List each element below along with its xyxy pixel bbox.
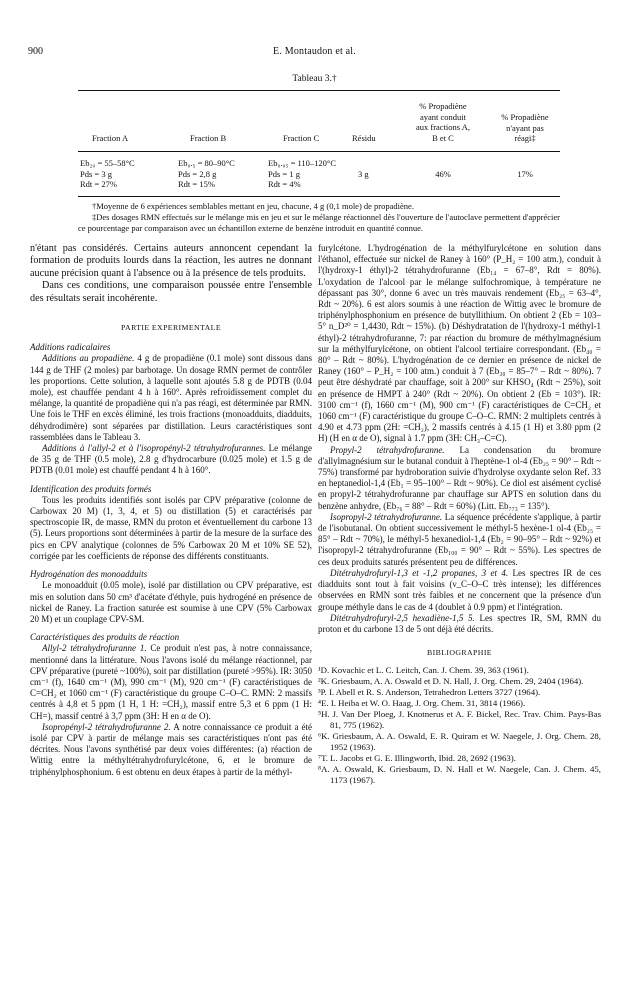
cell-residu: 3 g (358, 169, 369, 179)
paragraph-identification: Tous les produits identifiés sont isolés par CPV préparative (colonne de Carbowax 20 M) (1, 3, 4, et 5) ou distillation (5) et caractérisés par spectroscopie IR, de masse, RMN du proton et éventuellement du carbone 13 (5). Leurs proportions sont déterminées à partir de la mesure de la surface des pics en CPV analytique (colonnes de 5% Carbowax 20 M et 10% SE 52), corrigée par les coefficients de réponse des différents constituants. (30, 494, 312, 561)
col-header-fraction-a: Fraction A (92, 133, 129, 143)
table-footnote-2: ‡Des dosages RMN effectués sur le mélange mis en jeu et sur le mélange réactionnel dès l'ouverture de l'autoclave permettent d'apprécier ce pourcentage par comparaison avec un échantillon externe de benzène introduit en quantité connue. (78, 212, 560, 233)
running-head: E. Montaudon et al. (273, 46, 356, 57)
paragraph-isopropenyl-thf: Isopropényl-2 tétrahydrofuranne 2. A notre connaissance ce produit a été isolé par CPV à partir de mélange mais ses caractéristiques n'ont pas été décrites. Nous l'avons synthétisé par deux voies différentes: (a) réaction de Wittig entre la méthyltétrahydrofurylcétone, 6, et le bromure de triphénylphosphonium. 6 est obtenu en deux étapes à partir de la méthyl- (30, 721, 312, 777)
reference-item: ¹D. Kovachic et L. C. Leitch, Can. J. Chem. 39, 363 (1961). (318, 665, 529, 676)
reference-item: ⁴E. I. Heiba et W. O. Haag, J. Org. Chem. 31, 3814 (1966). (318, 698, 526, 709)
intro-paragraph: n'étant pas considérés. Certains auteurs annoncent cependant la formation de produits lourds dans la réaction, les autres ne donnant aucune précision quant à l'absence ou à la présence de tels produits. (30, 243, 312, 279)
col-header-propadiene-converted: % Propadiène ayant conduit aux fractions A, B et C (415, 101, 471, 143)
paragraph-ditetrahydrofuryl-propanes: Ditétrahydrofuryl-1,3 et -1,2 propanes, 3 et 4. Les spectres IR de ces diadduits sont tout à fait voisins (ν_C–O–C très intense); les différences observées en RMN sont très faibles et ne concernent que la présence d'un groupe méthyle dans le cas de 4 (doublet à 0.9 ppm) et l'intégration. (318, 567, 602, 612)
reference-item: ²K. Griesbaum, A. A. Oswald et D. N. Hall, J. Org. Chem. 29, 2404 (1964). (318, 676, 584, 687)
table-footnote-1: †Moyenne de 6 expériences semblables mettant en jeu, chacune, 4 g (0,1 mole) de propadiène. (92, 201, 414, 211)
paragraph-propadiene: Additions au propadiène. 4 g de propadiène (0.1 mole) sont dissous dans 144 g de THF (2 moles) par barbotage. Un dosage RMN permet de contrôler les proportions. Cette solution, à laquelle sont ajoutés 5.8 g de PDTB (0.04 mole), est chauffée pendant 4 h à 160°. Après refroidissement complet du mélange, la quantité de propadiène qui n'a pas réagi, est déterminée par RMN. Une fois le THF en excès éliminé, les trois fractions (monoadduits, diadduits, déhydrodimère) sont séparées par distillation. Leurs caractéristiques sont rassemblées dans le Tableau 3. (30, 353, 312, 442)
col-header-residu: Résidu (352, 133, 376, 143)
paragraph-allyl-thf: Allyl-2 tétrahydrofuranne 1. Ce produit n'est pas, à notre connaissance, mentionné dans la littérature. Nous l'avons isolé du mélange réactionnel, par CPV préparative (pureté ~100%), soit par distillation (pureté >95%). IR: 3050 cm⁻¹ (f), 1640 cm⁻¹ (M), 990 cm⁻¹ (M), 920 cm⁻¹ (F) caractéristiques de C=CH₂ et 1060 cm⁻¹ (F) caractéristique du groupe C–O–C. RMN: 2 massifs centrés à 4,8 et 5 ppm (1 H, 1 H: =CH₂), massif entre 5,3 et 6 ppm (1 H: CH=), massif centré à 3,7 ppm (3H: H en α de O). (30, 643, 313, 721)
subheading-characteristics: Caractéristiques des produits de réaction (30, 632, 180, 643)
subheading-identification: Identification des produits formés (30, 483, 152, 494)
cell-fraction-b: Eb₀.₅ = 80–90°C Pds = 2,8 g Rdt = 15% (178, 158, 235, 190)
reference-item: ⁶K. Griesbaum, A. A. Oswald, E. R. Quiram et W. Naegele, J. Org. Chem. 28, 1952 (1963). (318, 731, 601, 753)
subheading-radical-additions: Additions radicalaires (30, 342, 111, 353)
cell-fraction-a: Eb₂₀ = 55–58°C Pds = 3 g Rdt = 27% (80, 158, 135, 190)
reference-item: ⁵H. J. Van Der Ploeg, J. Knotnerus et A. F. Bickel, Rec. Trav. Chim. Pays-Bas 81, 775 (1962). (318, 709, 601, 731)
paragraph-furylketone: furylcétone. L'hydrogénation de la méthylfurylcétone en solution dans l'éthanol, effectuée sur nickel de Raney à 160° (P_H₂ = 100 atm.), conduit à l'(hydroxy-1 éthyl)-2 tétrahydrofuranne (Eb₁₄ = 67–8°, Rdt = 80%). L'oxydation de l'alcool par le mélange sulfochromique, à température ne dépassant pas 30°, donne 6 avec un très mauvais rendement (Eb₂₅ = 63–4°, Rdt ~ 20%). 6 est alors soumis à une réaction de Wittig avec le bromure de triphénylphosphonium en présence de butyllithium. On obtient 2 (Eb = 103–5° n_D²⁰ = 1,4430, Rdt ~ 15%). (b) Déshydratation de l'(hydroxy-1 méthyl-1 éthyl)-2 tétrahydrofuranne, 7: par réaction du bromure de méthylmagnésium sur la méthylfurylcétone, on obtient l'alcool tertiaire correspondant. (Eb₄₀ = 80° – Rdt ~ 80%). L'hydrogénation de ce dernier en présence de nickel de Raney (160° – P_H₂ = 100 atm.) conduit à 7 (Eb₃₀ = 85–7° – Rdt ~ 80%). 7 peut être déshydraté par chauffage, soit à 200° sur KHSO₄ (Rdt ~ 25%), soit en présence de HMPT à 240° (Rdt ~ 20%). On obtient 2 (Eb = 103°). IR: 3100 cm⁻¹ (f), 1660 cm⁻¹ (M), 900 cm⁻¹ (F) caractéristiques de C=CH₂ et 1060 cm⁻¹ (F) caractéristique du groupe C–O–C. RMN: 2 multiplets centrés à 4.90 et 4.73 ppm (2H: =CH₂), 2 massifs centrés à 4.15 (1 H) et 3.80 ppm (2 H) (H en α de O), signal à 1.7 ppm (3H: CH₃–C=C). (318, 243, 601, 444)
paragraph-propyl-thf: Propyl-2 tétrahydrofuranne. La condensation du bromure d'allylmagnésium sur le butanal conduit à l'heptène-1 ol-4 (Eb₂₅ = 90° – Rdt ~ 75%) transformé par hydroboration suivie d'hydrolyse oxydante selon Ref. 33 en heptanediol-1,4 (Eb₁ = 95–100° – Rdt ~ 90%). Ce diol est aisément cyclisé en propyl-2 tétrahydrofuranne par chauffage sur APTS en solution dans du benzène anhydre, (Eb₇₆ = 88° – Rdt = 60%) (Litt. Eb₇₇₃ = 135°). (318, 444, 601, 511)
left-column (30, 243, 312, 778)
reference-item: ⁸A. A. Oswald, K. Griesbaum, D. N. Hall et W. Naegele, Can. J. Chem. 45, 1173 (1967). (318, 764, 601, 786)
reference-list (318, 665, 601, 786)
paragraph-allyl-isopropenyl: Additions à l'allyl-2 et à l'isopropényl-2 tétrahydrofurannes. Le mélange de 35 g de THF (0.5 mole), 2.8 g d'hydrocarbure (0.025 mole) et 1.5 g de PDTB (0.01 mole) est chauffé pendant 4 h à 160°. (30, 443, 312, 476)
cell-fraction-c: Eb₀.₀₅ = 110–120°C Pds = 1 g Rdt = 4% (268, 158, 337, 190)
col-header-fraction-b: Fraction B (190, 133, 227, 143)
paragraph-ditetrahydrofuryl-hexadiene: Ditétrahydrofuryl-2,5 hexadiène-1,5 5. Les spectres IR, SM, RMN du proton et du carbone 13 de 5 ont déjà été décrits. (318, 612, 601, 634)
section-title: PARTIE EXPERIMENTALE (121, 323, 221, 333)
intro-paragraph-2: Dans ces conditions, une comparaison poussée entre l'ensemble des résultats serait incohérente. (30, 280, 312, 304)
table-title: Tableau 3.† (292, 74, 337, 84)
col-header-fraction-c: Fraction C (283, 133, 320, 143)
reference-item: ⁷T. L. Jacobs et G. E. Illingworth, Ibid. 28, 2692 (1963). (318, 753, 516, 764)
reference-item: ³P. I. Abell et R. S. Anderson, Tetrahedron Letters 3727 (1964). (318, 687, 541, 698)
subheading-hydrogenation: Hydrogénation des monoadduits (30, 569, 148, 580)
table-bottom-rule (78, 196, 560, 197)
paragraph-hydrogenation: Le monoadduit (0.05 mole), isolé par distillation ou CPV préparative, est mis en solution dans 50 cm³ d'acétate d'éthyle, puis hydrogéné en présence de nickel de Raney. La fraction saturée est soumise à une CPV (5% Carbowax 20 M) et un couplage CPV-SM. (30, 580, 312, 624)
table-header-rule (78, 151, 560, 152)
cell-propadiene-unreacted: 17% (517, 169, 533, 179)
page-number: 900 (28, 46, 43, 57)
paragraph-isopropyl-thf: Isopropyl-2 tétrahydrofuranne. La séquence précédente s'applique, à partir de l'isobutanal. On obtient successivement le méthyl-5 hexène-1 ol-4 (Eb₂₅ = 85° – Rdt ~ 70%), le méthyl-5 hexanediol-1,4 (Eb₂ = 90–95° – Rdt ~ 92%) et l'isopropyl-2 tétrahydrofuranne (Eb₁₀₀ = 90° – Rdt ~ 55%). Les spectres de ces deux produits saturés présentent peu de différences. (318, 511, 602, 567)
right-column (318, 243, 601, 786)
cell-propadiene-converted: 46% (435, 169, 451, 179)
table-top-rule (78, 90, 560, 91)
bibliography-title: BIBLIOGRAPHIE (427, 648, 492, 658)
col-header-propadiene-unreacted: % Propadiène n'ayant pas réagi‡ (501, 112, 549, 144)
page-header (28, 46, 601, 60)
